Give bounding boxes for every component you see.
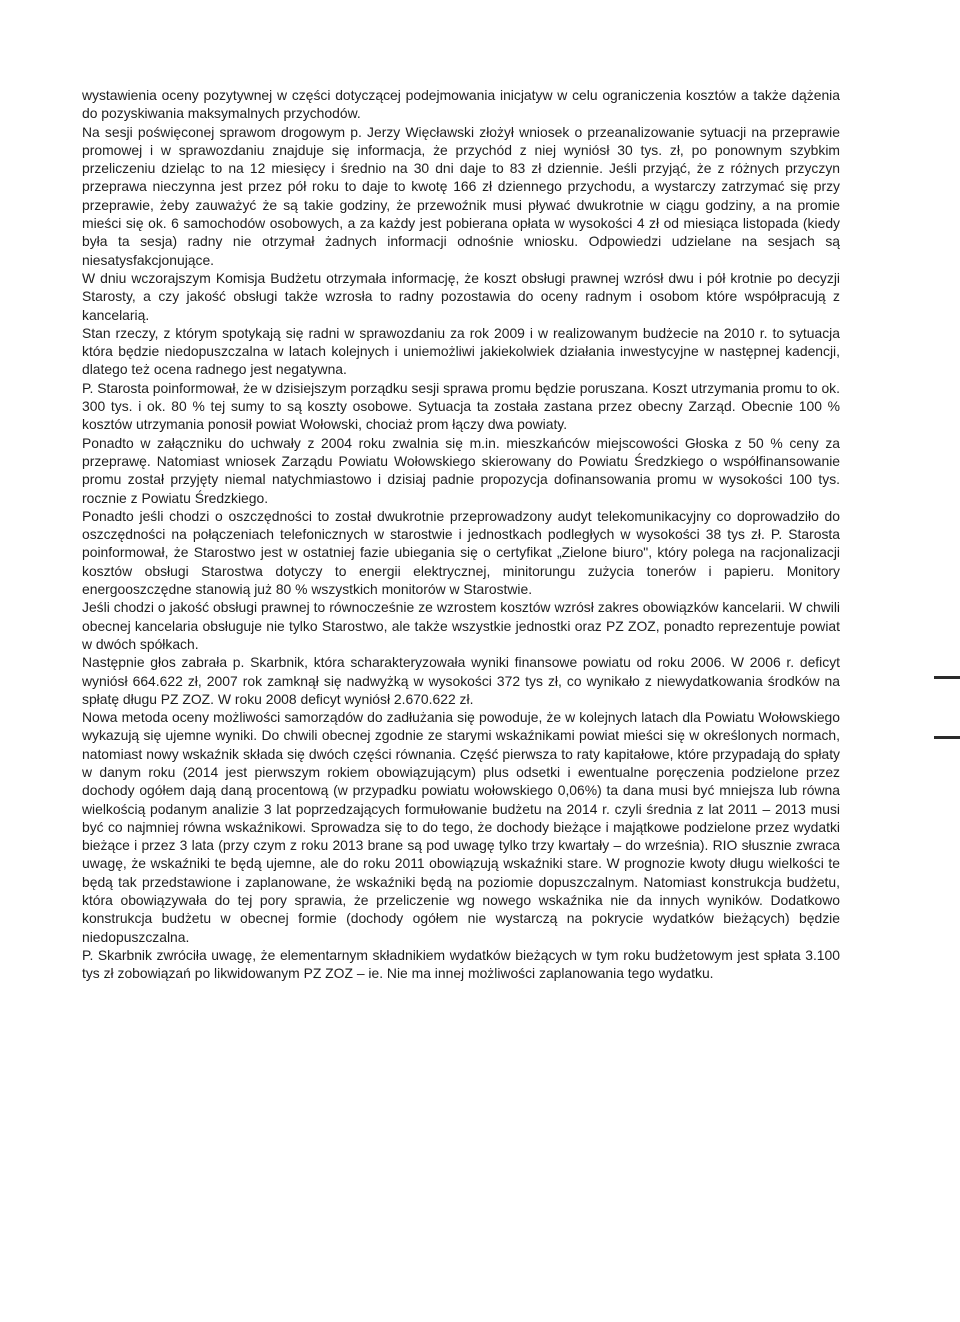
scan-edge-mark — [934, 676, 960, 679]
paragraph-11: P. Skarbnik zwróciła uwagę, że elementarnym składnikiem wydatków bieżących w tym roku budżetowym jest spłata 3.100 tys zł zobowiązań po likwidowanym PZ ZOZ – ie. Nie ma innej możliwości zaplanowania tego wydatku. — [82, 946, 840, 982]
paragraph-2: Na sesji poświęconej sprawom drogowym p. Jerzy Więcławski złożył wniosek o przeanalizowanie sytuacji na przeprawie promowej i w sprawozdaniu znajduje się informacja, że przychód z niej wyniósł 30 tys. zł, po ponownym szybkim przeliczeniu dzieląc to na 12 miesięcy i średnio na 30 dni daje to 83 zł dziennie. Jeśli przyjąć, że z różnych przyczyn przeprawa nieczynna jest przez pół roku to daje to kwotę 166 zł dziennego przychodu, a wystarczy zatrzymać się przy przeprawie, żeby zauważyć że są takie godziny, że przewoźnik musi pływać dwukrotnie w ciągu godziny, a na promie mieści się ok. 6 samochodów osobowych, a za każdy jest pobierana opłata w wysokości 4 zł od miesiąca listopada (kiedy była ta sesja) radny nie otrzymał żadnych informacji odnośnie wniosku. Odpowiedzi udzielane na sesjach są niesatysfakcjonujące. — [82, 123, 840, 268]
paragraph-5: P. Starosta poinformował, że w dzisiejszym porządku sesji sprawa promu będzie poruszana. Koszt utrzymania promu to ok. 300 tys. i ok. 80 % tej sumy to są koszty osobowe. Sytuacja ta została zastana przez obecny Zarząd. Obecnie 100 % kosztów utrzymania ponosił powiat Wołowski, chociaż prom łączy dwa powiaty. — [82, 379, 840, 433]
paragraph-1: wystawienia oceny pozytywnej w części dotyczącej podejmowania inicjatyw w celu ograniczenia kosztów a także dążenia do pozyskiwania maksymalnych przychodów. — [82, 87, 840, 122]
paragraph-7: Ponadto jeśli chodzi o oszczędności to został dwukrotnie przeprowadzony audyt telekomunikacyjny co doprowadziło do oszczędności na połączeniach telefonicznych w starostwie i jednostkach podległych w wysokości 38 tys zł. P. Starosta poinformował, że Starostwo jest w ostatniej fazie ubiegania się o certyfikat „Zielone biuro", który polega na racjonalizacji kosztów obsługi Starostwa dotyczy to energii elektrycznej, minitorungu zużycia tonerów i papieru. Monitory energooszczędne stanowią już 80 % wszystkich monitorów w Starostwie. — [82, 507, 840, 598]
scan-edge-mark — [934, 736, 960, 739]
document-body — [82, 86, 840, 983]
paragraph-8: Jeśli chodzi o jakość obsługi prawnej to równocześnie ze wzrostem kosztów wzrósł zakres obowiązków kancelarii. W chwili obecnej kancelaria obsługuje nie tylko Starostwo, ale także wszystkie jednostki oraz PZ ZOZ, ponadto reprezentuje powiat w dwóch spółkach. — [82, 599, 840, 652]
paragraph-6: Ponadto w załączniku do uchwały z 2004 roku zwalnia się m.in. mieszkańców miejscowości Głoska z 50 % ceny za przeprawę. Natomiast wniosek Zarządu Powiatu Wołowskiego skierowany do Powiatu Średzkiego o współfinansowanie promu został przyjęty niemal natychmiastowo i dzisiaj padnie propozycja dofinansowania promu w wysokości 100 tys. rocznie z Powiatu Średzkiego. — [82, 434, 840, 506]
paragraph-3: W dniu wczorajszym Komisja Budżetu otrzymała informację, że koszt obsługi prawnej wzrósł dwu i pół krotnie po decyzji Starosty, a czy jakość obsługi także wzrosła to radny pozostawia do oceny radnym i osobom które współpracują z kancelarią. — [82, 269, 840, 323]
paragraph-9: Następnie głos zabrała p. Skarbnik, która scharakteryzowała wyniki finansowe powiatu od roku 2006. W 2006 r. deficyt wyniósł 664.622 zł, 2007 rok zamknął się nadwyżką w wysokości 372 tys zł, co wynikało z niewydatkowania środków na spłatę długu PZ ZOZ. W roku 2008 deficyt wyniósł 2.670.622 zł. — [82, 654, 840, 707]
paragraph-10: Nowa metoda oceny możliwości samorządów do zadłużania się powoduje, że w kolejnych latach dla Powiatu Wołowskiego wykazują się ujemne wyniki. Do chwili obecnej zgodnie ze starymi wskaźnikami powiat mieści się w określonych normach, natomiast nowy wskaźnik składa się dwóch części równania. Część pierwsza to raty kapitałowe, które przypadają do spłaty w danym roku (2014 jest pierwszym rokiem obowiązującym) plus odsetki i ewentualne poręczenia podzielone przez dochody ogółem dają daną procentową (w przypadku powiatu wołowskiego 0,06%) ta dana musi być mniejsza lub równa wielkością podanym analizie 3 lat poprzedzających formułowanie budżetu na 2014 r. czyli średnia z lat 2011 – 2013 musi być co najmniej równa wskaźnikowi. Sprowadza się to do tego, że dochody bieżące i majątkowe podzielone przez wydatki bieżące i przez 3 lata (przy czym z roku 2013 brane są pod uwagę tylko trzy kwartały – do września). RIO słusznie zwraca uwagę, że wskaźniki te będą ujemne, ale do roku 2011 obowiązują wskaźniki stare. W prognozie kwoty długu wielkości te będą tak przedstawione i zaplanowane, że wskaźniki będą na poziomie dopuszczalnym. Natomiast konstrukcja budżetu, która obowiązywała do tej pory sprawia, że przeliczenie wg nowego wskaźnika nie da innych wyników. Dodatkowo konstrukcja budżetu w obecnej formie (dochody ogółem nie wystarczą na pokrycie wydatków bieżących) będzie niedopuszczalna. — [82, 709, 840, 945]
paragraph-4: Stan rzeczy, z którym spotykają się radni w sprawozdaniu za rok 2009 i w realizowanym budżecie na 2010 r. to sytuacja która będzie niedopuszczalna w latach kolejnych i uniemożliwi jakiekolwiek działania inwestycyjne w następnej kadencji, dlatego też ocena radnego jest negatywna. — [82, 324, 840, 378]
